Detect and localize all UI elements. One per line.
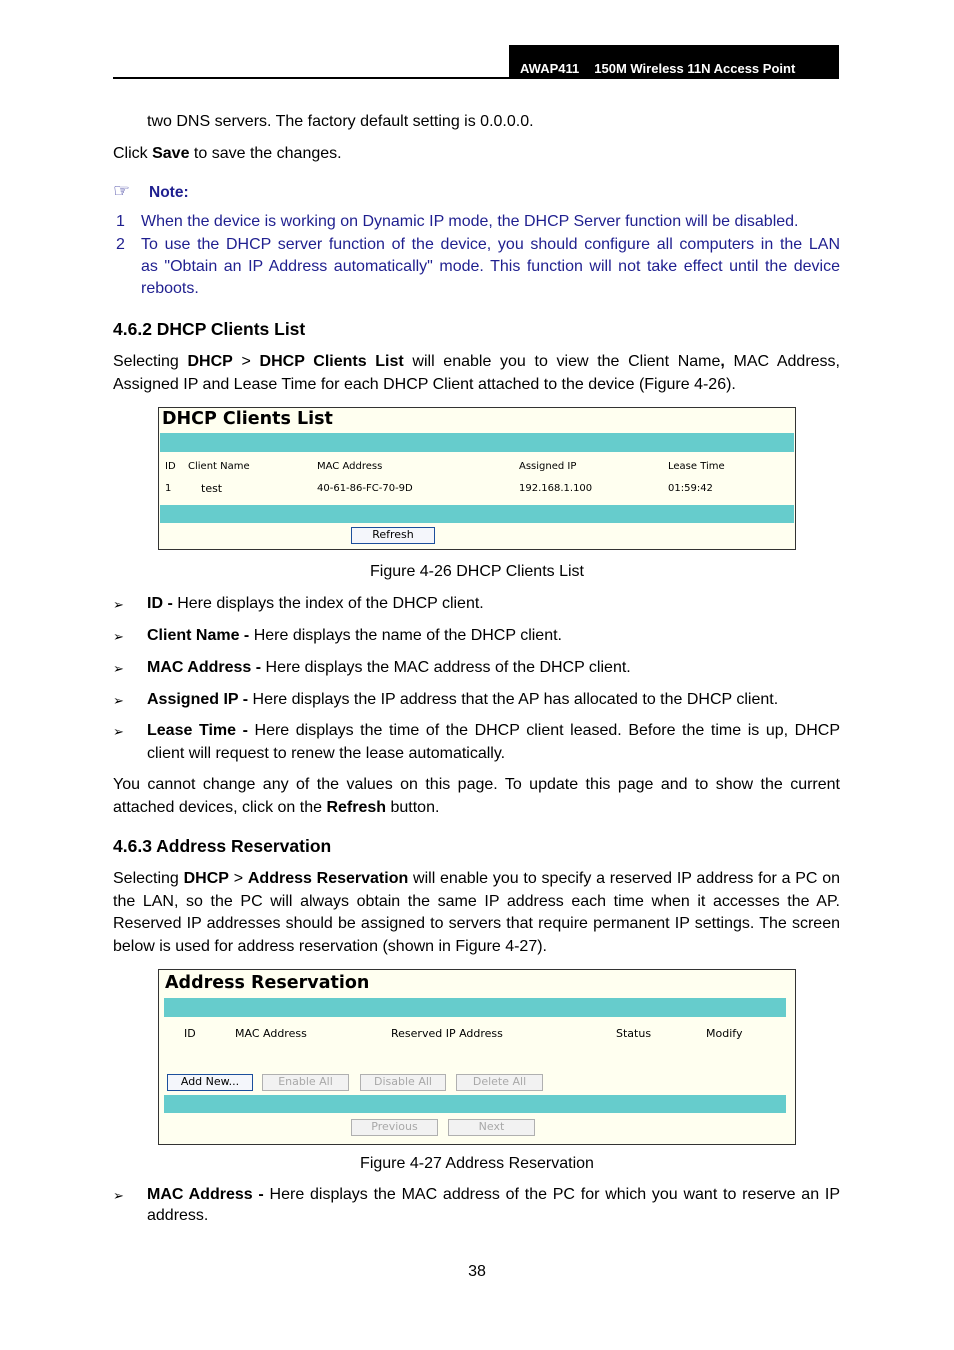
delete-all-button[interactable]: Delete All bbox=[456, 1074, 543, 1091]
section-heading-dhcp-clients: 4.6.2 DHCP Clients List bbox=[113, 319, 306, 339]
figure-caption: Figure 4-27 Address Reservation bbox=[360, 1155, 594, 1172]
table-cell-mac: 40-61-86-FC-70-9D bbox=[317, 483, 413, 494]
header-rule bbox=[113, 77, 839, 79]
page-number: 38 bbox=[468, 1263, 486, 1280]
bullet-item: ID - Here displays the index of the DHCP client. bbox=[147, 595, 484, 612]
col-assigned-ip: Assigned IP bbox=[519, 461, 577, 472]
note-item-line: as "Obtain an IP Address automatically" mode. This function will not take effect until the device bbox=[141, 258, 840, 275]
dhcp-clients-intro: Selecting DHCP > DHCP Clients List will enable you to view the Client Name, MAC Address, Assigned IP and Lease Time for each DHCP Client attached to the device (Figure 4-26). bbox=[113, 353, 841, 393]
arrow-bullet-icon: ➢ bbox=[113, 597, 124, 612]
note-label: Note: bbox=[149, 184, 189, 201]
dns-line: two DNS servers. The factory default setting is 0.0.0.0. bbox=[147, 113, 534, 130]
add-new-button[interactable]: Add New... bbox=[167, 1074, 253, 1091]
note-item-line: reboots. bbox=[141, 280, 199, 297]
note-item-text: When the device is working on Dynamic IP mode, the DHCP Server function will be disabled. bbox=[141, 213, 799, 230]
header-product: 150M Wireless 11N Access Point bbox=[594, 61, 796, 76]
table-cell-ip: 192.168.1.100 bbox=[519, 483, 593, 494]
panel-title: Address Reservation bbox=[165, 973, 370, 993]
bullet-item: MAC Address - Here displays the MAC address of the PC for which you want to reserve an IP address. bbox=[147, 1186, 840, 1224]
disable-all-button[interactable]: Disable All bbox=[360, 1074, 446, 1091]
arrow-bullet-icon: ➢ bbox=[113, 1188, 124, 1203]
arrow-bullet-icon: ➢ bbox=[113, 724, 124, 739]
footer-bar bbox=[164, 1095, 786, 1113]
col-mac-address: MAC Address bbox=[317, 461, 383, 472]
refresh-paragraph: You cannot change any of the values on this page. To update this page and to show the current attached devices, click on the Refresh button. bbox=[113, 776, 840, 816]
note-item-num: 1 bbox=[116, 213, 125, 230]
col-status: Status bbox=[616, 1027, 652, 1040]
note-item-num: 2 bbox=[116, 236, 125, 253]
address-reservation-panel bbox=[158, 969, 796, 1145]
arrow-bullet-icon: ➢ bbox=[113, 693, 124, 708]
bullet-item: MAC Address - Here displays the MAC address of the DHCP client. bbox=[147, 659, 631, 676]
col-modify: Modify bbox=[706, 1027, 743, 1040]
enable-all-button[interactable]: Enable All bbox=[262, 1074, 349, 1091]
table-cell-client-name: test bbox=[201, 482, 223, 495]
bullet-item: Lease Time - Here displays the time of the DHCP client leased. Before the time is up, DHCP client will request to renew the lease automatically. bbox=[147, 722, 840, 762]
note-item-line: To use the DHCP server function of the device, you should configure all computers in the LAN bbox=[141, 236, 840, 253]
header-banner bbox=[509, 45, 839, 79]
bullet-item: Client Name - Here displays the name of the DHCP client. bbox=[147, 627, 562, 644]
arrow-bullet-icon: ➢ bbox=[113, 661, 124, 676]
save-post: to save the changes. bbox=[189, 145, 342, 162]
save-pre: Click bbox=[113, 145, 153, 162]
section-heading-address-reservation: 4.6.3 Address Reservation bbox=[113, 836, 332, 856]
previous-button[interactable]: Previous bbox=[351, 1119, 438, 1136]
dhcp-clients-panel bbox=[158, 407, 796, 550]
header-bar bbox=[164, 998, 786, 1017]
bullet-item: Assigned IP - Here displays the IP address that the AP has allocated to the DHCP client. bbox=[147, 691, 779, 708]
col-lease-time: Lease Time bbox=[668, 461, 725, 472]
save-instruction bbox=[113, 145, 342, 163]
col-client-name: Client Name bbox=[188, 461, 250, 472]
col-id: ID bbox=[165, 461, 176, 472]
save-bold: Save bbox=[152, 145, 190, 162]
arrow-bullet-icon: ➢ bbox=[113, 629, 124, 644]
panel-title: DHCP Clients List bbox=[162, 409, 333, 429]
col-mac-address: MAC Address bbox=[235, 1027, 307, 1040]
footer-bar bbox=[160, 505, 794, 523]
col-id: ID bbox=[184, 1027, 196, 1040]
table-cell-id: 1 bbox=[165, 483, 172, 494]
table-cell-lease: 01:59:42 bbox=[668, 483, 713, 494]
col-reserved-ip: Reserved IP Address bbox=[391, 1027, 503, 1040]
header-model: AWAP411 bbox=[520, 61, 580, 76]
refresh-button[interactable]: Refresh bbox=[351, 527, 435, 544]
address-reservation-intro: Selecting DHCP > Address Reservation will enable you to specify a reserved IP address for a PC on the LAN, so the PC will always obtain the same IP address each time when it accesses the AP. Reserved IP addresses should be assigned to servers that require permanent IP settings. The screen below is used for address reservation (shown in Figure 4-27). bbox=[113, 870, 841, 955]
pointing-hand-icon: ☞ bbox=[113, 181, 131, 202]
next-button[interactable]: Next bbox=[448, 1119, 535, 1136]
header-bar bbox=[160, 433, 794, 452]
figure-caption: Figure 4-26 DHCP Clients List bbox=[369, 563, 584, 580]
